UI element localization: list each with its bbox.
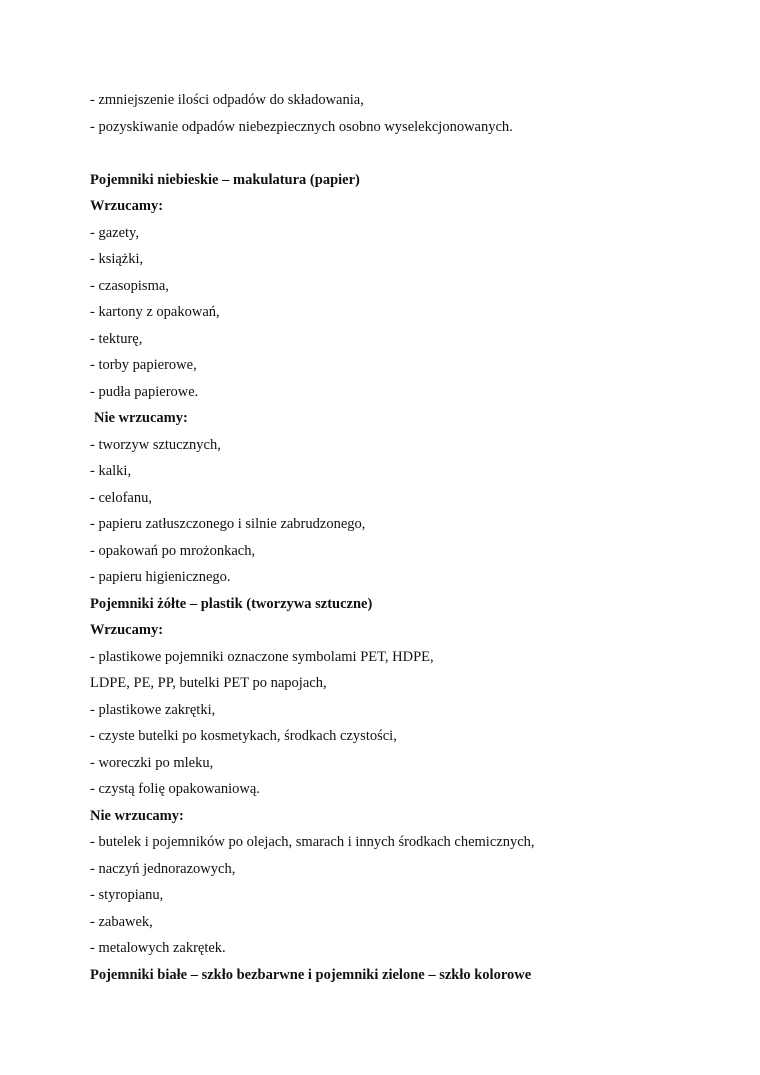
list-item: - plastikowe pojemniki oznaczone symbolami PET, HDPE, [90,648,434,665]
list-item: - kartony z opakowań, [90,304,220,320]
list-item: - książki, [90,251,144,267]
allowed-label: Wrzucamy: [90,622,164,638]
section-heading-white-green: Pojemniki białe – szkło bezbarwne i pojemniki zielone – szkło kolorowe [90,966,532,983]
list-item: - tekturę, [90,330,143,347]
list-item: LDPE, PE, PP, butelki PET po napojach, [90,675,327,691]
document-page [90,90,690,991]
list-item: - naczyń jednorazowych, [90,860,236,877]
list-item: - czasopisma, [90,277,169,294]
forbidden-label: Nie wrzucamy: [94,410,188,426]
intro-line: - pozyskiwanie odpadów niebezpiecznych osobno wyselekcjonowanych. [90,118,513,135]
list-item: - kalki, [90,463,132,479]
spacer [90,143,690,170]
list-item: - torby papierowe, [90,357,197,373]
section-heading-yellow: Pojemniki żółte – plastik (tworzywa sztuczne) [90,595,373,612]
list-item: - plastikowe zakrętki, [90,701,216,718]
list-item: - metalowych zakrętek. [90,940,226,956]
allowed-label: Wrzucamy: [90,198,164,214]
list-item: - celofanu, [90,489,152,506]
list-item: - gazety, [90,224,139,241]
list-item: - styropianu, [90,887,164,903]
intro-line: - zmniejszenie ilości odpadów do składowania, [90,92,364,108]
list-item: - zabawek, [90,913,153,930]
list-item: - tworzyw sztucznych, [90,436,221,453]
list-item: - papieru zatłuszczonego i silnie zabrudzonego, [90,516,366,532]
list-item: - opakowań po mrożonkach, [90,542,256,559]
section-heading-blue: Pojemniki niebieskie – makulatura (papier) [90,171,360,188]
list-item: - butelek i pojemników po olejach, smarach i innych środkach chemicznych, [90,834,535,850]
list-item: - papieru higienicznego. [90,569,231,585]
list-item: - czyste butelki po kosmetykach, środkach czystości, [90,728,397,744]
list-item: - woreczki po mleku, [90,754,214,771]
list-item: - czystą folię opakowaniową. [90,781,260,797]
forbidden-label: Nie wrzucamy: [90,807,184,824]
list-item: - pudła papierowe. [90,383,199,400]
